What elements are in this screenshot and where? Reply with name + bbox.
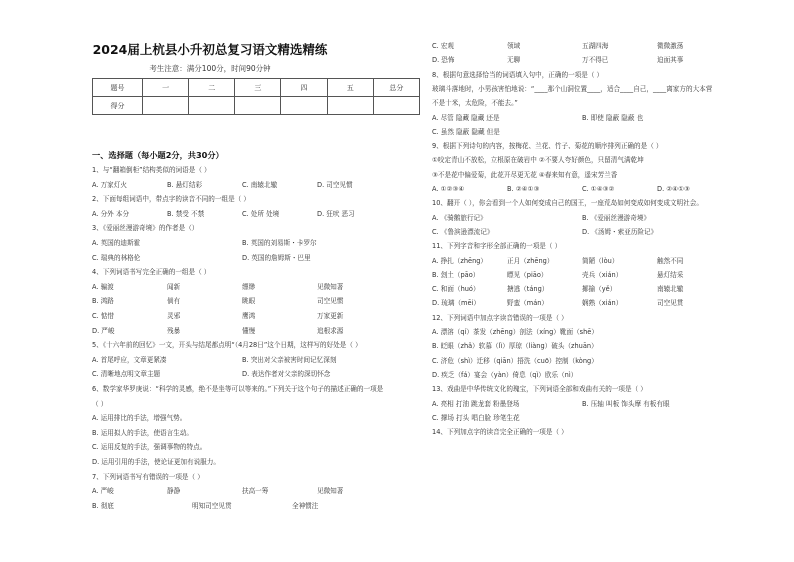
question-line: 6、数学家华罗庚说：“科学的灵感，绝不是坐等可以等来的。”下列关于这个句子的描述正确的一项是 bbox=[92, 385, 384, 393]
answer-option: 正月（zhēng） bbox=[507, 256, 554, 265]
answer-option: 领域 bbox=[507, 42, 521, 50]
answer-option: D. 琉璃（mēi） bbox=[432, 299, 480, 308]
answer-option: B. ②④①③ bbox=[507, 185, 540, 193]
answer-option: A. 严峻 bbox=[92, 487, 114, 496]
answer-option: D. 《汤姆・索亚历险记》 bbox=[582, 227, 658, 236]
answer-option: B. 悬灯结彩 bbox=[167, 180, 203, 189]
score-cell[interactable] bbox=[189, 97, 235, 115]
question-line: C. 运用反复的手法，强调事物的特点。 bbox=[92, 443, 207, 452]
answer-option: A. ①②③④ bbox=[432, 185, 465, 193]
answer-option: 万不得已 bbox=[582, 56, 609, 65]
question-line: A. 漂溶（qí）茶发（zhēng）剖法（xíng）靴面（shē） bbox=[432, 328, 598, 336]
question-line: 4、下列词语书写完全正确的一组是（ ） bbox=[92, 268, 211, 277]
answer-option: B. 彻底 bbox=[92, 501, 114, 510]
answer-option: A. 亮相 打油 跳龙套 粉墨登场 bbox=[432, 399, 520, 408]
answer-option: 悬灯结采 bbox=[657, 270, 684, 279]
answer-option: 缥缈 bbox=[242, 282, 256, 291]
answer-option: 倘有 bbox=[167, 297, 181, 306]
score-table-score-row bbox=[93, 97, 420, 115]
score-row-label: 得分 bbox=[93, 97, 143, 115]
answer-option: A. 尽管 隐藏 隐藏 还是 bbox=[432, 113, 500, 122]
score-cell[interactable] bbox=[235, 97, 281, 115]
answer-option: 见微知著 bbox=[317, 282, 344, 291]
answer-option: 无聊 bbox=[507, 56, 521, 65]
answer-option: D. 严峻 bbox=[92, 326, 115, 335]
answer-option: 追根求源 bbox=[317, 326, 344, 335]
answer-option: 五湖四海 bbox=[582, 42, 609, 50]
answer-option: 扶高一筹 bbox=[242, 487, 269, 496]
answer-option: C. 清晰地点明文章主题 bbox=[92, 370, 161, 379]
answer-option: B. 突出对父亲被害时间记忆深刻 bbox=[242, 355, 337, 364]
question-line: 3、《爱丽丝漫游奇境》的作者是（） bbox=[92, 224, 199, 233]
question-line: A. 运用排比的手法，增强气势。 bbox=[92, 414, 187, 423]
answer-option: B. 即使 隐蔽 隐蔽 也 bbox=[582, 113, 644, 122]
score-header-cell: 一 bbox=[143, 79, 189, 97]
answer-option: 眺眼 bbox=[242, 297, 256, 306]
answer-option: A. 首尾呼应，文章更紧凑 bbox=[92, 355, 167, 364]
answer-option: D. 英国的詹姆斯・巴里 bbox=[242, 253, 311, 262]
question-line: 不是十米，太危险，不能去。” bbox=[432, 99, 518, 108]
answer-option: D. 恐怖 bbox=[432, 56, 455, 65]
answer-option: 全神惯注 bbox=[292, 501, 319, 510]
answer-option: 司空见惯 bbox=[317, 297, 344, 306]
answer-option: 懂慢 bbox=[242, 326, 256, 335]
question-line: 7、下列词语书写有错误的一项是（ ） bbox=[92, 472, 204, 481]
answer-option: C. 《鲁滨逊漂流记》 bbox=[432, 227, 494, 236]
score-header-cell: 题号 bbox=[93, 79, 143, 97]
answer-option: B. 刽土（pāo） bbox=[432, 270, 480, 279]
answer-option: 万家更新 bbox=[317, 312, 344, 320]
answer-option: 司空见贯 bbox=[657, 299, 684, 308]
question-line: D. 运用引用的手法，使论证更加有说服力。 bbox=[92, 458, 220, 466]
answer-option: 残暴 bbox=[167, 326, 181, 335]
answer-option: 南辕北辙 bbox=[657, 285, 684, 294]
question-line: ①咬定青山不放松，立根原在破岩中 ②不要人夸好颜色，只留清气满乾坤 bbox=[432, 156, 644, 165]
answer-option: A. 万家灯火 bbox=[92, 180, 127, 189]
question-line: C. 撑场 打头 唱白脸 珍笔生花 bbox=[432, 413, 520, 422]
answer-option: B. 《爱丽丝漫游奇境》 bbox=[582, 213, 651, 222]
answer-option: C. 南辕北辙 bbox=[242, 180, 278, 189]
score-header-cell: 总分 bbox=[373, 79, 419, 97]
score-cell[interactable] bbox=[281, 97, 327, 115]
answer-option: 闻新 bbox=[167, 282, 181, 291]
answer-option: 迫面其事 bbox=[657, 56, 684, 65]
answer-option: 壳兵（xián） bbox=[582, 270, 623, 279]
answer-option: 瞟见（piāo） bbox=[507, 270, 548, 279]
question-line: 12、下列词语中加点字读音错误的一项是（ ） bbox=[432, 313, 568, 322]
answer-option: 微微激荡 bbox=[657, 42, 684, 50]
answer-option: A. 挣扎（zhēng） bbox=[432, 256, 488, 265]
question-line: 10、翻开（ ），你会看到一个人如何变成自己的国王，一座荒岛如何变成如何变成文明社会。 bbox=[432, 199, 703, 208]
answer-option: B. 鸿路 bbox=[92, 297, 114, 306]
question-line: B. 眨眼（zhǎ）软慕（lì）厚琼（liàng）破头（zhuān） bbox=[432, 342, 598, 351]
question-line: ③不是花中偏爱菊，此花开尽更无花 ④春来知有意，遥宋芳兰香 bbox=[432, 170, 618, 179]
question-line: 14、下列加点字的读音完全正确的一项是（ ） bbox=[432, 428, 568, 437]
answer-option: C. ①④③② bbox=[582, 185, 615, 193]
question-line: （ ） bbox=[92, 399, 108, 408]
question-line: 玻璃斗落地时，小男孩害怕地说：“____那个山洞位置____，适合____自己，____离家方的大本营 bbox=[432, 84, 713, 93]
answer-option: C. 处所 处境 bbox=[242, 209, 280, 218]
score-header-cell: 二 bbox=[189, 79, 235, 97]
score-header-cell: 三 bbox=[235, 79, 281, 97]
answer-option: A. 英国的迪斯霍 bbox=[92, 239, 141, 247]
answer-option: D. 司空见惯 bbox=[317, 180, 353, 189]
answer-option: D. 狂吠 恶习 bbox=[317, 209, 355, 218]
question-line: 5、《十六年前的回忆》一文，开头与结尾都点明“（4月28日”这个日期，这样写的好处是（ ） bbox=[92, 341, 362, 350]
answer-option: B. 禁受 不禁 bbox=[167, 209, 205, 218]
question-line: 2、下面每组词语中，带点字的读音不同的一组是（ ） bbox=[92, 195, 250, 204]
answer-option: A. 《骑鹅旅行记》 bbox=[432, 213, 487, 222]
question-line: 1、与“翻箱倒柜”结构类似的词语是（ ） bbox=[92, 166, 211, 174]
answer-option: 灵邪 bbox=[167, 312, 181, 320]
page-title: 2024届上杭县小升初总复习语文精选精练 bbox=[92, 42, 328, 57]
answer-option: 静静 bbox=[167, 487, 181, 496]
answer-option: 鹰鸿 bbox=[242, 312, 256, 320]
question-line: 11、下列字音和字形全部正确的一项是（ ） bbox=[432, 242, 562, 251]
answer-option: 娴熟（xián） bbox=[582, 299, 623, 308]
score-cell[interactable] bbox=[143, 97, 189, 115]
exam-notice: 考生注意：满分100分，时间90分钟 bbox=[149, 64, 271, 73]
question-line: D. 疾乏（fá）宴会（yàn）倚息（qì）欧乐（nì） bbox=[432, 370, 578, 379]
answer-option: 野蛮（mán） bbox=[507, 299, 549, 308]
answer-option: D. 表达作者对父亲的深切怀念 bbox=[242, 370, 331, 379]
answer-option: 明知司空见贯 bbox=[192, 501, 232, 510]
answer-option: A. 分外 本分 bbox=[92, 209, 130, 218]
answer-option: 触然不同 bbox=[657, 256, 684, 265]
question-line: C. 济危（shì）迁移（qiān）捂洗（cuō）控制（kòng） bbox=[432, 356, 598, 365]
score-table bbox=[92, 78, 420, 115]
score-table-header-row bbox=[93, 79, 420, 97]
answer-option: 见微知著 bbox=[317, 487, 344, 496]
question-line: 13、戏曲是中华传统文化的瑰宝，下列词语全部和戏曲有关的一项是（ ） bbox=[432, 385, 647, 394]
score-cell[interactable] bbox=[373, 97, 419, 115]
answer-option: B. 压轴 叫板 饰头摩 有板有眼 bbox=[582, 399, 670, 408]
score-cell[interactable] bbox=[327, 97, 373, 115]
question-line: C. 虽然 隐蔽 隐藏 但是 bbox=[432, 127, 500, 136]
answer-option: D. ②④①③ bbox=[657, 185, 690, 193]
question-line: 8、根据句意选择恰当的词语填入句中，正确的一项是（ ） bbox=[432, 70, 604, 79]
score-header-cell: 五 bbox=[327, 79, 373, 97]
answer-option: 搪逃（táng） bbox=[507, 285, 549, 294]
answer-option: B. 英国的刘易斯・卡罗尔 bbox=[242, 239, 317, 247]
answer-option: 简陋（lòu） bbox=[582, 256, 619, 265]
question-line: B. 运用拟人的手法，使语言生动。 bbox=[92, 428, 194, 437]
answer-option: C. 宏观 bbox=[432, 42, 454, 50]
answer-option: C. 惦惜 bbox=[92, 312, 114, 320]
answer-option: A. 骗渡 bbox=[92, 282, 114, 291]
score-header-cell: 四 bbox=[281, 79, 327, 97]
section-heading: 一、选择题（每小题2分，共30分） bbox=[92, 150, 224, 160]
answer-option: 揶揄（yě） bbox=[582, 285, 617, 294]
question-line: 9、根据下列诗句的内容，按梅花、兰花、竹子、菊花的顺序排列正确的是（ ） bbox=[432, 142, 663, 151]
answer-option: C. 瑞典的林格伦 bbox=[92, 253, 141, 262]
answer-option: C. 和面（huó） bbox=[432, 285, 480, 294]
